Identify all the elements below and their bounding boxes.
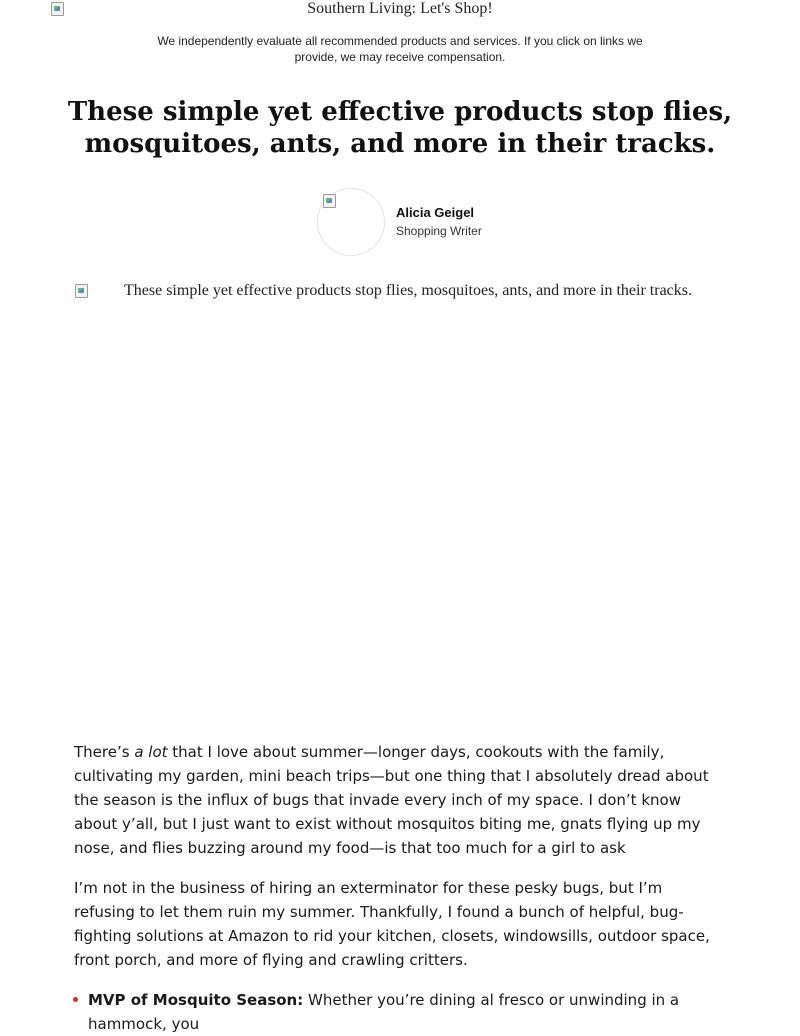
body-paragraph-emphasis: a lot [134, 743, 168, 761]
hero-image-alt-text: These simple yet effective products stop flies, mosquitoes, ants, and more in their tracks. [124, 282, 693, 299]
broken-image-icon [50, 1, 64, 15]
affiliate-disclaimer: We independently evaluate all recommended products and services. If you click on links we provide, we may receive compensation. [157, 34, 643, 64]
list-item-label: MVP of Mosquito Season: [88, 991, 304, 1009]
list-item-text: Whether you’re dining al fresco or unwinding in a hammock, you [88, 991, 680, 1033]
article-body [74, 740, 726, 1036]
author-avatar[interactable] [317, 188, 385, 256]
broken-image-icon [74, 283, 88, 297]
broken-image-icon [322, 193, 336, 207]
article-headline: These simple yet effective products stop flies, mosquitoes, ants, and more in their tracks. [67, 97, 733, 159]
author-role: Shopping Writer [396, 224, 482, 238]
site-logo-alt-text: Southern Living: Let's Shop! [307, 0, 493, 17]
body-paragraph: I’m not in the business of hiring an exterminator for these pesky bugs, but I’m refusing to let them ruin my summer. Thankfully, I found a bunch of helpful, bug-fighting solutions at Amazon to rid your kitchen, closets, windowsills, outdoor space, front porch, and more of flying and crawling critters. [74, 879, 710, 969]
product-bullet-list [74, 988, 726, 1036]
body-paragraph [74, 740, 726, 860]
body-paragraph-text: There’s [74, 743, 135, 761]
byline-text [396, 204, 482, 240]
body-paragraph-text: that I love about summer—longer days, cookouts with the family, cultivating my garden, mini beach trips—but one thing that I absolutely dread about the season is the influx of bugs that invade every inch of my space. I don’t know about y’all, but I just want to exist without mosquitos biting me, gnats flying up my nose, and flies buzzing around my food—is that too much for a girl to ask [74, 743, 709, 857]
list-item [88, 988, 726, 1036]
author-name[interactable]: Alicia Geigel [396, 205, 475, 220]
byline [317, 187, 482, 257]
hero-image [74, 282, 726, 712]
site-logo[interactable] [50, 0, 750, 20]
